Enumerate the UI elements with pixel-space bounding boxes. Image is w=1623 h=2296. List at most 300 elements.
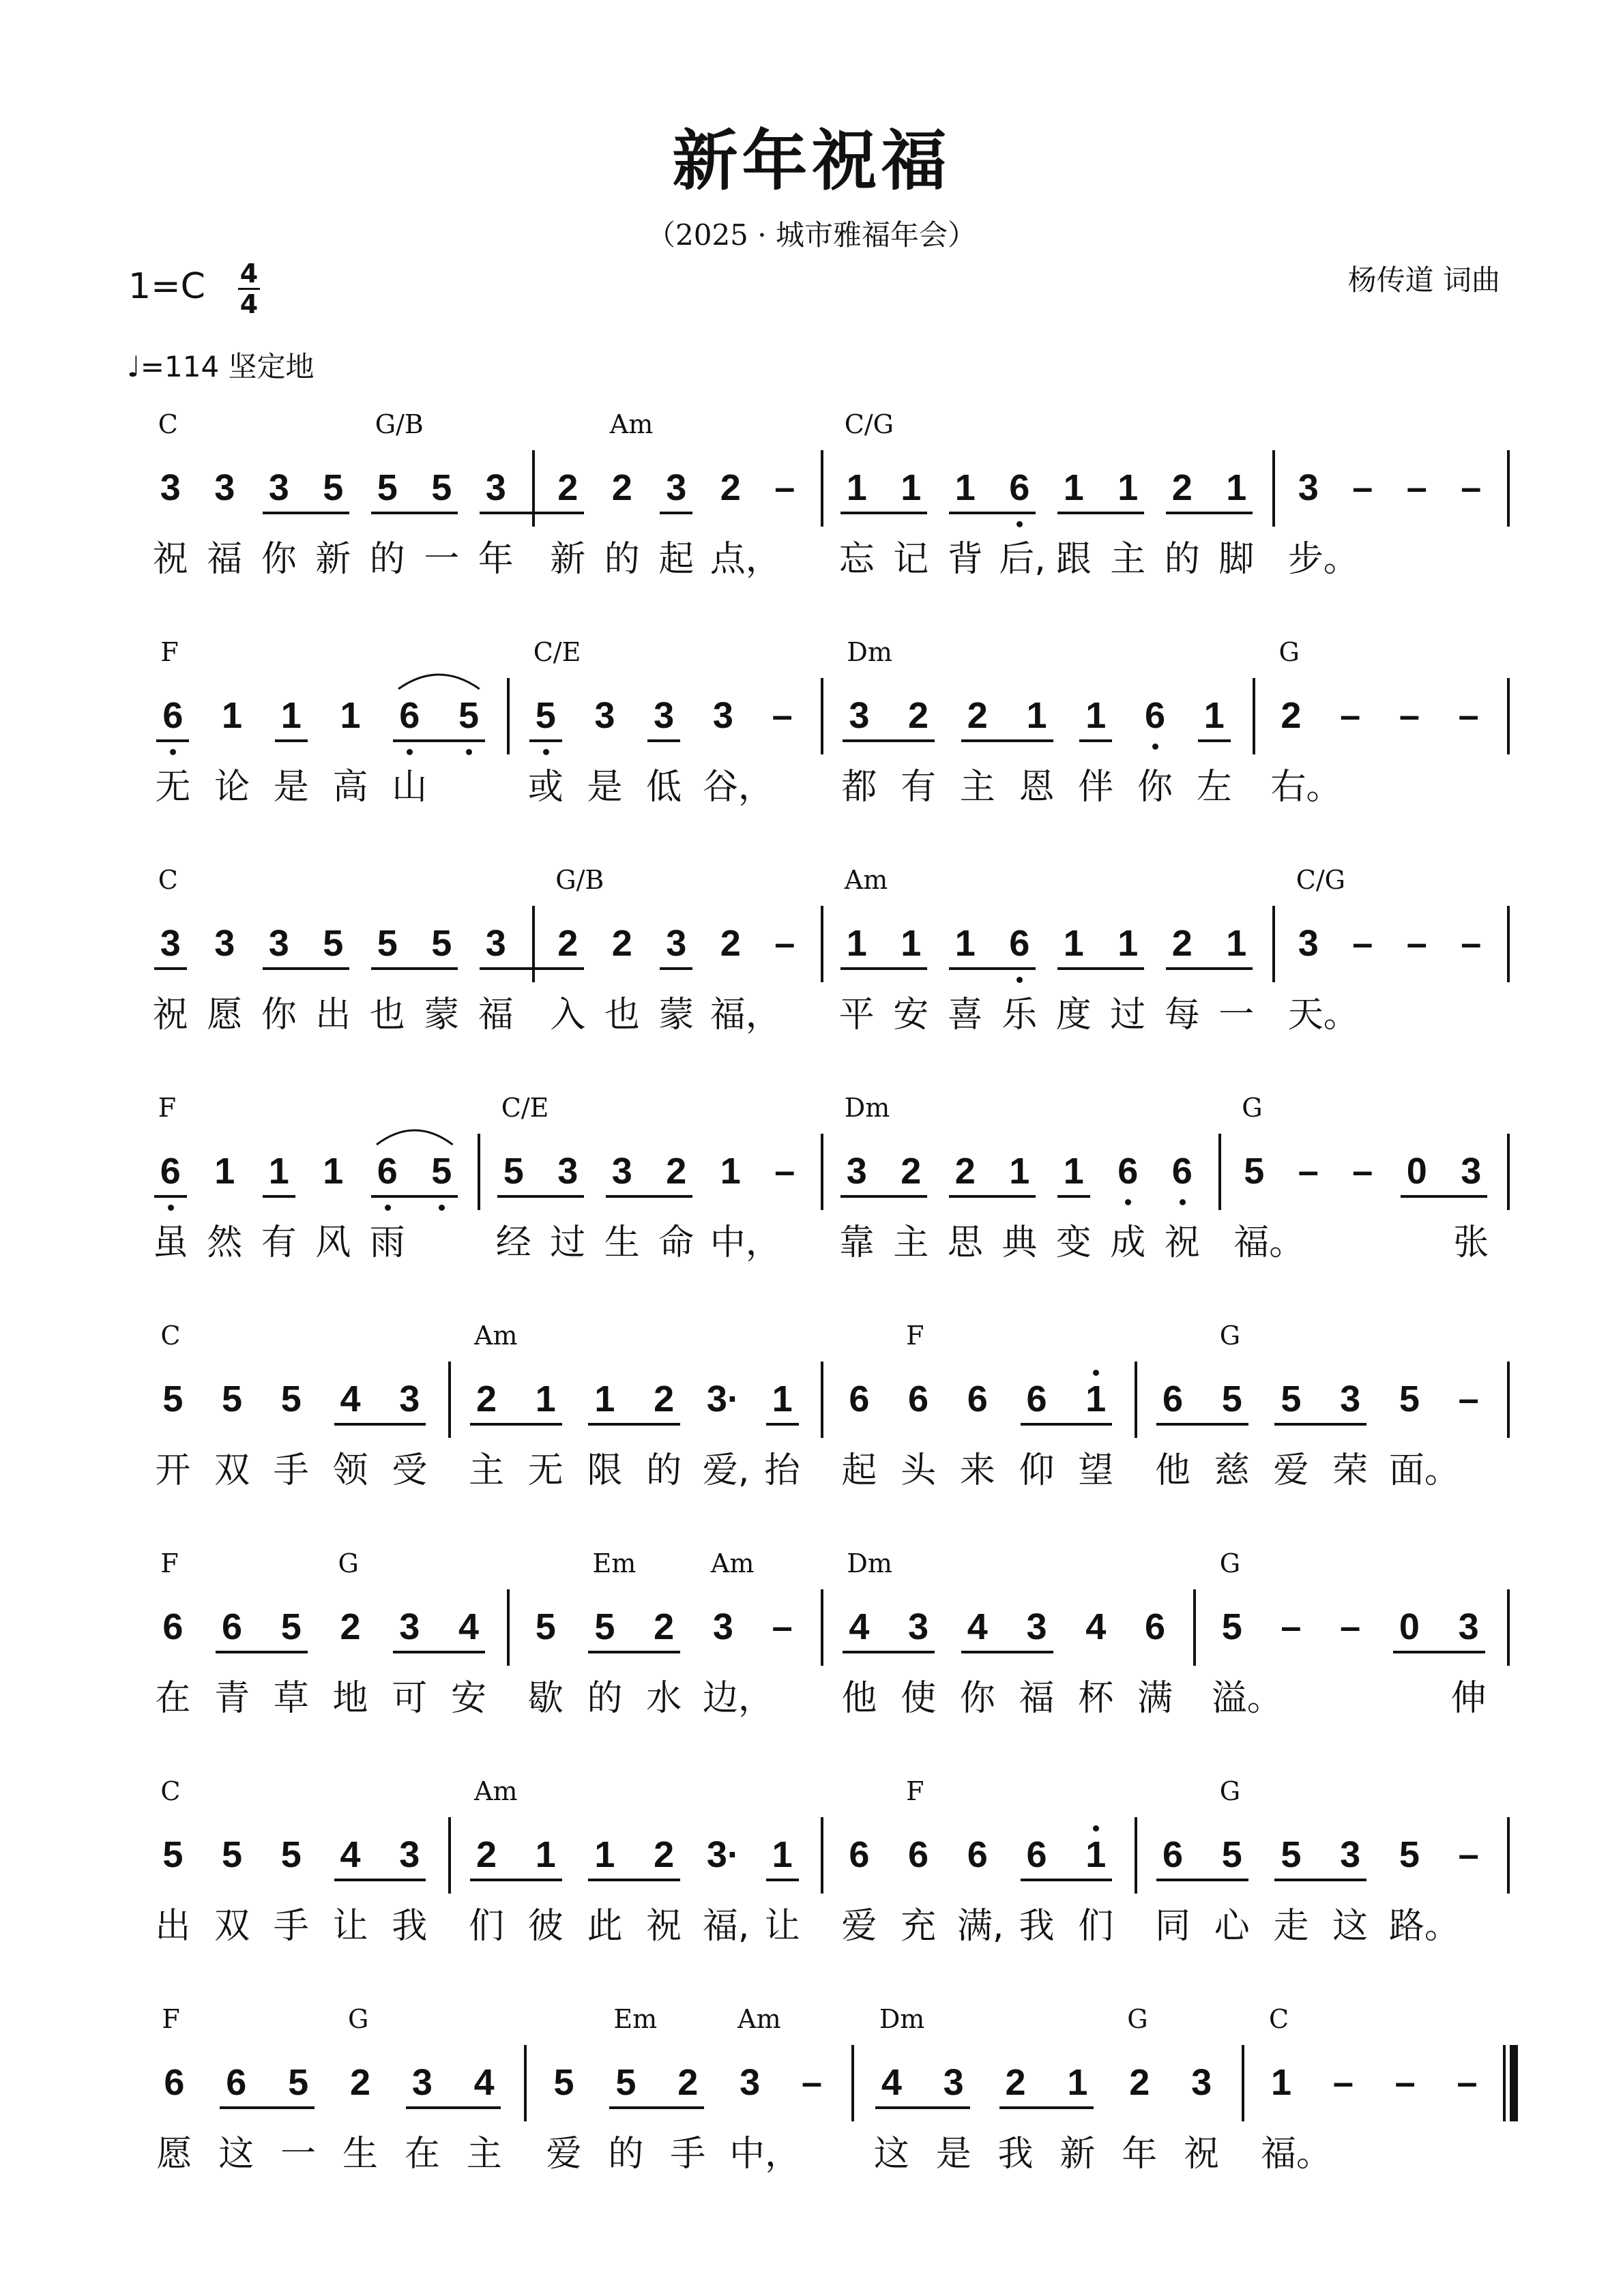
beam-underline: [588, 1423, 680, 1426]
chord-symbol: Am: [474, 1776, 518, 1806]
chord-symbol: C: [158, 865, 178, 895]
note: 3: [849, 695, 870, 736]
note: 5: [503, 1151, 524, 1192]
lyric-syllable: 此: [587, 1906, 623, 1947]
note: 6: [162, 695, 184, 736]
note: 5: [1281, 1834, 1302, 1875]
barline: [1272, 906, 1275, 982]
beam-underline: [1057, 967, 1145, 970]
lyric-syllable: 的: [608, 2134, 644, 2175]
lyric-syllable: 一: [1218, 995, 1255, 1035]
lyric-syllable: 手: [670, 2134, 706, 2175]
lyric-syllable: 我: [997, 2134, 1034, 2175]
lyric-syllable: 新: [315, 539, 351, 580]
chord-symbol: G: [1219, 1548, 1241, 1578]
slur-mark: [396, 664, 482, 692]
time-signature-bottom: 4: [239, 289, 259, 319]
lyric-syllable: 喜: [947, 995, 983, 1035]
lyric-syllable: 在: [155, 1678, 191, 1719]
beam-underline: [371, 512, 458, 514]
note: 3·: [706, 1379, 740, 1419]
lyric-syllable: 爱: [1273, 1450, 1309, 1491]
chord-symbol: G: [1219, 1321, 1241, 1351]
note: 6: [1144, 1606, 1166, 1647]
lyric-syllable: 一: [280, 2134, 317, 2175]
note: 1: [1226, 467, 1247, 508]
lyric-syllable: 你: [261, 995, 297, 1035]
note: 1: [1026, 695, 1047, 736]
beam-underline: [154, 967, 187, 970]
note: 1: [1270, 2062, 1292, 2103]
note: 3: [666, 923, 687, 964]
beam-underline: [766, 1879, 799, 1881]
note: 1: [1063, 1151, 1084, 1192]
lyric-syllable: 主: [959, 767, 995, 808]
note: 5: [1281, 1379, 1302, 1419]
beam-underline: [1393, 1651, 1485, 1653]
dash-note: –: [774, 923, 795, 964]
lyric-syllable: 山: [392, 767, 428, 808]
beam-underline: [156, 739, 189, 742]
beam-underline: [263, 1195, 295, 1198]
dash-note: –: [1352, 1151, 1373, 1192]
lyric-syllable: 地: [332, 1678, 368, 1719]
note: 6: [908, 1834, 929, 1875]
lyric-syllable: 我: [1019, 1906, 1055, 1947]
lyric-syllable: 走: [1273, 1906, 1309, 1947]
lyric-syllable: 起: [841, 1450, 877, 1491]
note: 5: [323, 923, 344, 964]
dash-note: –: [1352, 467, 1373, 508]
note: 3: [1298, 467, 1319, 508]
chord-symbol: G: [1278, 637, 1300, 667]
lyric-syllable: 年: [478, 539, 514, 580]
chord-symbol: F: [162, 2004, 180, 2034]
octave-dot-below: [1017, 977, 1023, 983]
note: 6: [1026, 1379, 1047, 1419]
note: 1: [846, 467, 867, 508]
beam-underline: [766, 1423, 799, 1426]
lyric-syllable: 可: [392, 1678, 428, 1719]
note: 1: [535, 1834, 556, 1875]
lyric-syllable: 高: [332, 767, 368, 808]
note: 5: [288, 2062, 309, 2103]
lyric-syllable: 伴: [1078, 767, 1114, 808]
beam-underline: [840, 512, 928, 514]
note: 2: [557, 923, 579, 964]
octave-dot-below: [385, 1205, 391, 1211]
lyric-syllable: 歇: [527, 1678, 564, 1719]
time-signature-top: 4: [239, 259, 259, 289]
note: 5: [1399, 1834, 1420, 1875]
chord-symbol: Em: [613, 2004, 658, 2034]
barline: [1507, 1589, 1510, 1666]
dash-note: –: [1458, 695, 1479, 736]
chord-symbol: F: [160, 1548, 179, 1578]
note: 5: [431, 923, 452, 964]
key-signature: 1=C: [128, 266, 205, 307]
note: 1: [720, 1151, 741, 1192]
note: 6: [849, 1379, 870, 1419]
composer-credit: 杨传道 词曲: [1347, 263, 1500, 297]
octave-dot-below: [168, 1205, 174, 1211]
beam-underline: [334, 1879, 426, 1881]
barline: [1135, 1817, 1137, 1894]
beam-underline: [949, 512, 1036, 514]
beam-underline: [1274, 1423, 1366, 1426]
beam-underline: [1156, 1879, 1248, 1881]
lyric-syllable: 满: [1137, 1678, 1173, 1719]
chord-symbol: C: [1269, 2004, 1289, 2034]
beam-underline: [660, 512, 692, 514]
note: 6: [967, 1834, 988, 1875]
beam-underline: [647, 739, 680, 742]
score-system: [0, 409, 1623, 634]
lyric-syllable: 边，: [702, 1678, 774, 1719]
barline: [448, 1817, 451, 1894]
lyric-syllable: 荣: [1332, 1450, 1369, 1491]
barline: [1503, 2045, 1506, 2121]
beam-underline: [220, 2106, 315, 2109]
lyric-syllable: 的: [369, 539, 405, 580]
note: 1: [954, 923, 976, 964]
note: 1: [222, 695, 243, 736]
lyric-syllable: 杯: [1078, 1678, 1114, 1719]
lyric-syllable: 有: [901, 767, 937, 808]
beam-underline: [843, 739, 935, 742]
note: 3: [846, 1151, 867, 1192]
lyric-syllable: 新: [1059, 2134, 1096, 2175]
note: 2: [1129, 2062, 1150, 2103]
chord-symbol: Am: [844, 865, 888, 895]
chord-symbol: Am: [710, 1548, 755, 1578]
lyric-syllable: 祝: [646, 1906, 682, 1947]
barline: [1507, 1817, 1510, 1894]
lyric-syllable: 论: [214, 767, 250, 808]
note: 1: [846, 923, 867, 964]
lyric-syllable: 彼: [527, 1906, 564, 1947]
note: 2: [557, 467, 579, 508]
note: 3: [485, 923, 506, 964]
lyric-syllable: 福: [207, 539, 243, 580]
lyric-syllable: 他: [1154, 1450, 1190, 1491]
chord-symbol: F: [158, 1093, 177, 1123]
note: 5: [1221, 1834, 1242, 1875]
note: 5: [222, 1834, 243, 1875]
note: 3·: [706, 1834, 740, 1875]
final-barline: [1510, 2045, 1518, 2121]
beam-underline: [1198, 739, 1231, 742]
note: 2: [677, 2062, 699, 2103]
lyric-syllable: 跟: [1055, 539, 1092, 580]
note: 3: [594, 695, 615, 736]
lyric-syllable: 抬: [764, 1450, 800, 1491]
lyric-syllable: 爱: [546, 2134, 582, 2175]
note: 2: [1171, 923, 1193, 964]
chord-symbol: Am: [609, 409, 654, 439]
lyric-syllable: 蒙: [424, 995, 460, 1035]
lyric-syllable: 是: [935, 2134, 971, 2175]
lyric-syllable: 主: [1110, 539, 1146, 580]
lyric-syllable: 每: [1164, 995, 1200, 1035]
lyric-syllable: 是: [273, 767, 309, 808]
lyric-syllable: 在: [404, 2134, 440, 2175]
lyric-syllable: 头: [901, 1450, 937, 1491]
note: 3: [214, 467, 235, 508]
note: 3: [740, 2062, 761, 2103]
lyric-syllable: 新: [550, 539, 586, 580]
lyric-syllable: 年: [1122, 2134, 1158, 2175]
beam-underline: [529, 739, 562, 742]
beam-underline: [406, 2106, 501, 2109]
note: 5: [594, 1606, 615, 1647]
chord-symbol: C/G: [844, 409, 894, 439]
octave-dot-below: [407, 749, 413, 755]
note: 5: [280, 1834, 302, 1875]
lyric-syllable: 你: [1137, 767, 1173, 808]
note: 3: [399, 1379, 420, 1419]
note: 6: [1009, 467, 1030, 508]
note: 3: [411, 2062, 433, 2103]
note: 2: [720, 923, 741, 964]
chord-symbol: F: [906, 1776, 924, 1806]
octave-dot-above: [1093, 1370, 1099, 1376]
note: 3: [268, 923, 289, 964]
beam-underline: [1057, 1195, 1090, 1198]
note: 2: [720, 467, 741, 508]
dash-note: –: [1406, 467, 1427, 508]
note: 2: [349, 2062, 371, 2103]
note: 6: [222, 1606, 243, 1647]
dash-note: –: [772, 1606, 793, 1647]
lyric-syllable: 然: [207, 1222, 243, 1263]
barline: [448, 1362, 451, 1438]
octave-dot-above: [1093, 1825, 1099, 1831]
lyric-syllable: 张: [1453, 1222, 1489, 1263]
note: 1: [323, 1151, 344, 1192]
lyric-syllable: 手: [273, 1906, 309, 1947]
note: 3: [160, 923, 181, 964]
note: 1: [1085, 695, 1107, 736]
beam-underline: [840, 967, 928, 970]
lyric-syllable: 开: [155, 1450, 191, 1491]
beam-underline: [371, 1195, 458, 1198]
beam-underline: [480, 512, 585, 514]
beam-underline: [1057, 512, 1145, 514]
lyric-syllable: 仰: [1019, 1450, 1055, 1491]
note: 1: [1203, 695, 1225, 736]
note: 5: [553, 2062, 574, 2103]
note: 2: [611, 923, 632, 964]
beam-underline: [843, 1651, 935, 1653]
chord-symbol: G: [1127, 2004, 1148, 2034]
lyric-syllable: 恩: [1019, 767, 1055, 808]
note: 3: [1340, 1834, 1361, 1875]
barline: [524, 2045, 527, 2121]
lyric-syllable: 谷，: [702, 767, 774, 808]
lyric-syllable: 祝: [152, 995, 188, 1035]
barline: [1135, 1362, 1137, 1438]
beam-underline: [263, 967, 350, 970]
lyric-syllable: 命: [658, 1222, 694, 1263]
note: 6: [399, 695, 420, 736]
lyric-syllable: 入: [550, 995, 586, 1035]
note: 1: [280, 695, 302, 736]
note: 6: [377, 1151, 398, 1192]
note: 5: [458, 695, 480, 736]
note: 1: [340, 695, 361, 736]
note: 2: [1171, 467, 1193, 508]
lyric-syllable: 蒙: [658, 995, 694, 1035]
note: 5: [162, 1379, 184, 1419]
note: 6: [164, 2062, 185, 2103]
note: 5: [1244, 1151, 1265, 1192]
beam-underline: [470, 1423, 562, 1426]
lyric-syllable: 也: [369, 995, 405, 1035]
note: 3: [399, 1606, 420, 1647]
score-system: [0, 637, 1623, 862]
lyric-syllable: 无: [155, 767, 191, 808]
dash-note: –: [1457, 2062, 1478, 2103]
chord-symbol: Em: [592, 1548, 637, 1578]
lyric-syllable: 福，: [710, 995, 781, 1035]
dash-note: –: [1406, 923, 1427, 964]
lyric-syllable: 右。: [1270, 767, 1342, 808]
note: 4: [340, 1379, 361, 1419]
score-system: [0, 1093, 1623, 1318]
note: 1: [772, 1379, 793, 1419]
barline: [821, 1362, 823, 1438]
note: 3: [1026, 1606, 1047, 1647]
score-system: [0, 1321, 1623, 1546]
note: 5: [222, 1379, 243, 1419]
lyric-syllable: 也: [604, 995, 640, 1035]
note: 5: [431, 1151, 452, 1192]
note: 2: [476, 1834, 497, 1875]
beam-underline: [263, 512, 350, 514]
note: 3: [1191, 2062, 1212, 2103]
lyric-syllable: 的: [604, 539, 640, 580]
note: 2: [340, 1606, 361, 1647]
note: 5: [280, 1606, 302, 1647]
lyric-syllable: 记: [893, 539, 929, 580]
lyric-syllable: 愿: [207, 995, 243, 1035]
lyric-syllable: 步。: [1287, 539, 1359, 580]
chord-symbol: Dm: [847, 1548, 892, 1578]
note: 6: [967, 1379, 988, 1419]
lyric-syllable: 望: [1078, 1450, 1114, 1491]
note: 4: [340, 1834, 361, 1875]
note: 5: [535, 695, 556, 736]
chord-symbol: C/E: [533, 637, 581, 667]
note: 3: [214, 923, 235, 964]
lyric-syllable: 主: [466, 2134, 502, 2175]
score-system: [0, 1776, 1623, 2001]
dash-note: –: [1340, 1606, 1361, 1647]
beam-underline: [606, 1195, 693, 1198]
barline: [1507, 678, 1510, 754]
lyric-syllable: 们: [468, 1906, 504, 1947]
beam-underline: [660, 967, 692, 970]
lyric-syllable: 的: [587, 1678, 623, 1719]
note: 3: [557, 1151, 579, 1192]
note: 1: [1063, 923, 1084, 964]
lyric-syllable: 溢。: [1211, 1678, 1283, 1719]
chord-symbol: G: [348, 2004, 369, 2034]
note: 4: [849, 1606, 870, 1647]
note: 2: [954, 1151, 976, 1192]
beam-underline: [875, 2106, 970, 2109]
beam-underline: [154, 1195, 187, 1198]
note: 1: [954, 467, 976, 508]
lyric-syllable: 成: [1110, 1222, 1146, 1263]
lyric-syllable: 福。: [1233, 1222, 1305, 1263]
note: 1: [901, 923, 922, 964]
beam-underline: [1021, 1879, 1113, 1881]
lyric-syllable: 或: [527, 767, 564, 808]
lyric-syllable: 忘: [838, 539, 875, 580]
note: 1: [594, 1379, 615, 1419]
chord-symbol: G: [1242, 1093, 1263, 1123]
beam-underline: [588, 1651, 680, 1653]
chord-symbol: G: [1219, 1776, 1241, 1806]
note: 6: [908, 1379, 929, 1419]
note: 1: [1085, 1379, 1107, 1419]
note: 3: [908, 1606, 929, 1647]
octave-dot-below: [466, 749, 472, 755]
dash-note: –: [774, 1151, 795, 1192]
dash-note: –: [1461, 467, 1482, 508]
lyric-syllable: 伸: [1450, 1678, 1487, 1719]
beam-underline: [1274, 1879, 1366, 1881]
note: 2: [611, 467, 632, 508]
lyric-syllable: 安: [893, 995, 929, 1035]
octave-dot-below: [1125, 1199, 1131, 1205]
chord-symbol: F: [906, 1321, 924, 1351]
lyric-syllable: 祝: [1164, 1222, 1200, 1263]
barline: [532, 450, 535, 527]
note: 5: [535, 1606, 556, 1647]
note: 2: [654, 1606, 675, 1647]
note: 6: [1009, 923, 1030, 964]
note: 1: [1085, 1834, 1107, 1875]
note: 3: [1340, 1379, 1361, 1419]
note: 2: [1005, 2062, 1026, 2103]
note: 3: [399, 1834, 420, 1875]
note: 3: [712, 695, 733, 736]
note: 4: [473, 2062, 495, 2103]
beam-underline: [470, 1879, 562, 1881]
dash-note: –: [1458, 1834, 1479, 1875]
note: 2: [1281, 695, 1302, 736]
beam-underline: [371, 967, 458, 970]
chord-symbol: C: [158, 409, 178, 439]
beam-underline: [961, 739, 1053, 742]
beam-underline: [999, 2106, 1094, 2109]
note: 6: [226, 2062, 247, 2103]
note: 1: [268, 1151, 289, 1192]
lyric-syllable: 出: [315, 995, 351, 1035]
note: 3: [1458, 1606, 1479, 1647]
beam-underline: [961, 1651, 1053, 1653]
lyric-syllable: 你: [261, 539, 297, 580]
lyric-syllable: 过: [550, 1222, 586, 1263]
lyric-syllable: 受: [392, 1450, 428, 1491]
lyric-syllable: 过: [1110, 995, 1146, 1035]
barline: [851, 2045, 854, 2121]
note: 3: [1298, 923, 1319, 964]
dash-note: –: [1352, 923, 1373, 964]
